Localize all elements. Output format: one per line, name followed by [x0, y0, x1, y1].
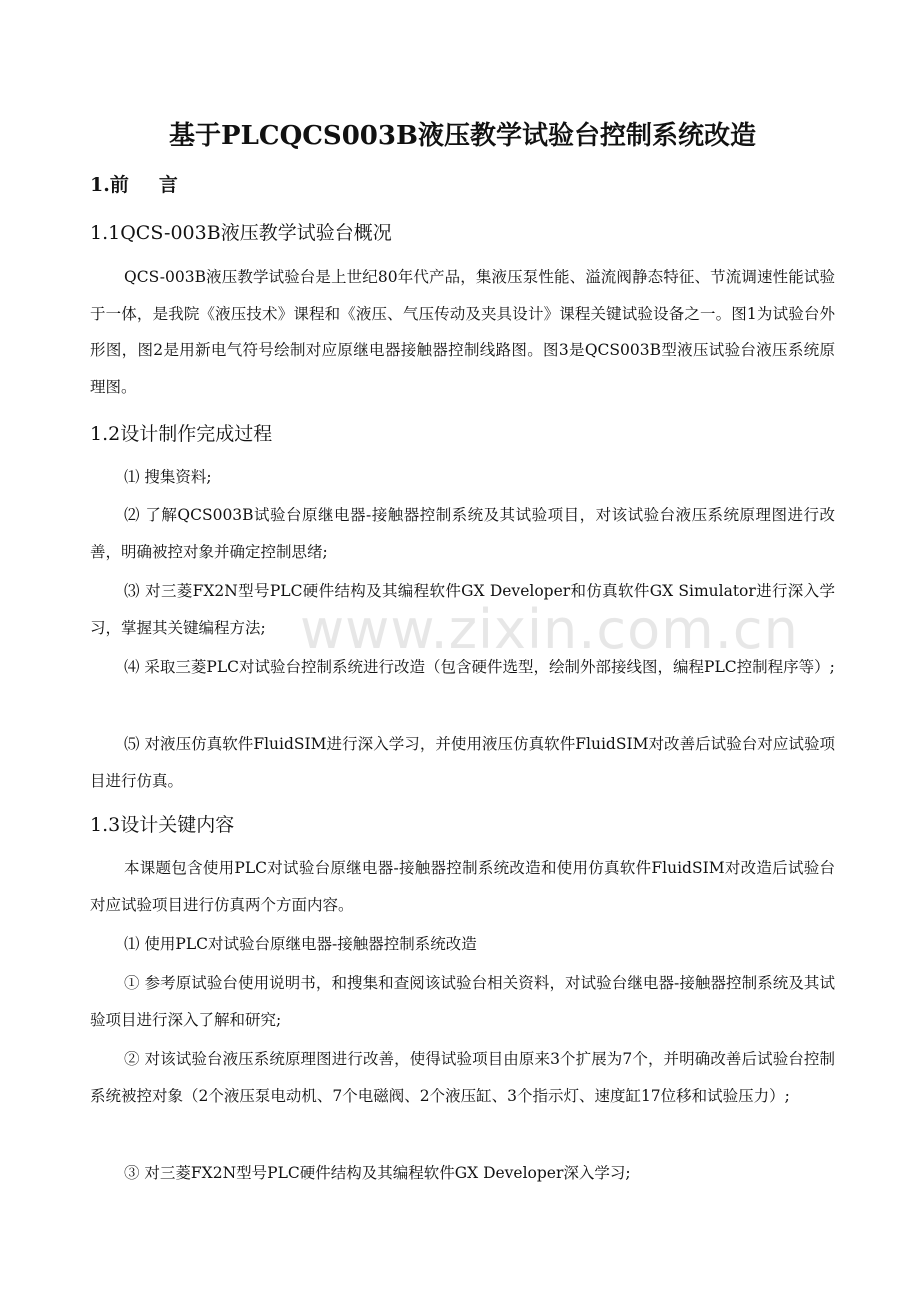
list-item-content-1: ① 参考原试验台使用说明书，和搜集和查阅该试验台相关资料，对试验台继电器-接触器控制系统及其试验项目进行深入了解和研究;: [90, 974, 835, 1029]
list-item-process-1: ⑴ 搜集资料;: [124, 468, 212, 486]
subsection-heading-overview: 1.1QCS-003B液压教学试验台概况: [90, 222, 392, 244]
list-item-process-5: ⑸ 对液压仿真软件FluidSIM进行深入学习，并使用液压仿真软件FluidSIM对改善后试验台对应试验项目进行仿真。: [90, 735, 835, 790]
list-item-process-2: ⑵ 了解QCS003B试验台原继电器-接触器控制系统及其试验项目，对该试验台液压系统原理图进行改善，明确被控对象并确定控制思绪;: [90, 506, 835, 561]
list-item-content-3: ③ 对三菱FX2N型号PLC硬件结构及其编程软件GX Developer深入学习;: [124, 1164, 631, 1182]
list-item-process-4: ⑷ 采取三菱PLC对试验台控制系统进行改造（包含硬件选型，绘制外部接线图，编程PLC控制程序等）;: [124, 658, 835, 676]
subitem-plc-retrofit: ⑴ 使用PLC对试验台原继电器-接触器控制系统改造: [124, 935, 477, 953]
document-title: 基于PLCQCS003B液压教学试验台控制系统改造: [169, 121, 756, 151]
paragraph-content-intro: 本课题包含使用PLC对试验台原继电器-接触器控制系统改造和使用仿真软件FluidSIM对改造后试验台对应试验项目进行仿真两个方面内容。: [90, 859, 835, 914]
list-item-process-3: ⑶ 对三菱FX2N型号PLC硬件结构及其编程软件GX Developer和仿真软件GX Simulator进行深入学习，掌握其关键编程方法;: [90, 582, 835, 637]
section-heading-preface: [90, 170, 178, 200]
subsection-heading-content: 1.3设计关键内容: [90, 814, 235, 836]
watermark-text: www.zixin.com.cn: [300, 598, 799, 661]
section-word: 言: [158, 174, 178, 196]
paragraph-overview: QCS-003B液压教学试验台是上世纪80年代产品，集液压泵性能、溢流阀静态特征、节流调速性能试验于一体，是我院《液压技术》课程和《液压、气压传动及夹具设计》课程关键试验设备之一。图1为试验台外形图，图2是用新电气符号绘制对应原继电器接触器控制线路图。图3是QCS003B型液压试验台液压系统原理图。: [90, 268, 835, 396]
subsection-heading-process: 1.2设计制作完成过程: [90, 423, 273, 445]
section-number: 1.前: [90, 174, 129, 196]
list-item-content-2: ② 对该试验台液压系统原理图进行改善，使得试验项目由原来3个扩展为7个，并明确改善后试验台控制系统被控对象（2个液压泵电动机、7个电磁阀、2个液压缸、3个指示灯、速度缸17位移和试验压力）;: [90, 1050, 835, 1105]
